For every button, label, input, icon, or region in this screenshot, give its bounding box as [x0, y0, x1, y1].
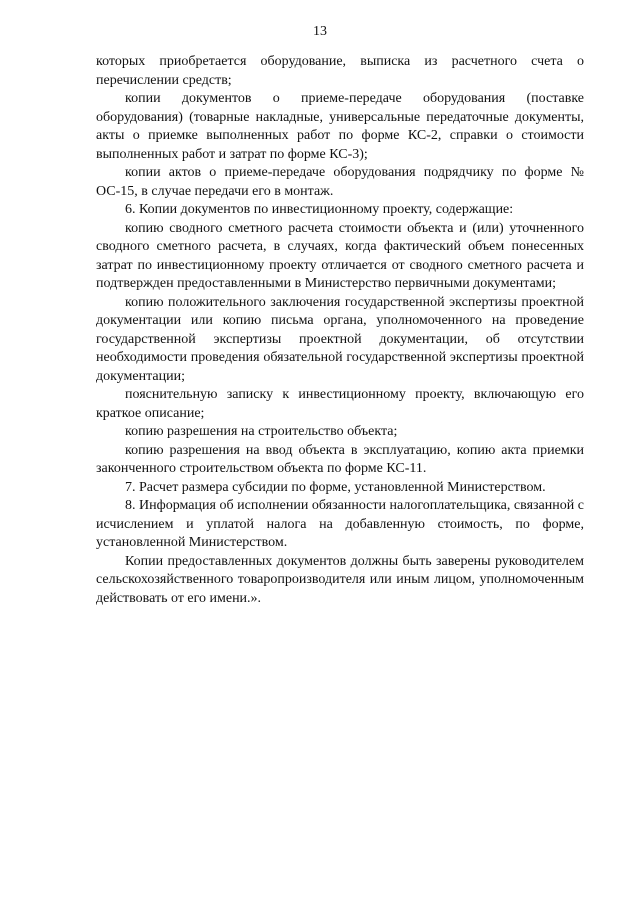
paragraph-bank-statement: которых приобретается оборудование, выписка из расчетного счета о перечислении средств;: [96, 54, 584, 88]
paragraph-commissioning-permit: копию разрешения на ввод объекта в эксплуатацию, копию акта приемки законченного строительством объекта по форме КС-11.: [96, 442, 584, 476]
paragraph-certification: Копии предоставленных документов должны быть заверены руководителем сельскохозяйственного товаропроизводителя или иным лицом, уполномоченным действовать от его имени.».: [96, 553, 584, 606]
paragraph-estimate-copy: копию сводного сметного расчета стоимости объекта и (или) уточненного сводного сметного расчета, в случаях, когда фактический объем понесенных затрат по инвестиционному проекту отличается от сводного сметного расчета и подтвержден предоставленными в Министерство первичными документами;: [96, 220, 584, 291]
document-body: [96, 53, 584, 608]
paragraph-item-8: 8. Информация об исполнении обязанности налогоплательщика, связанной с исчислением и уплатой налога на добавленную стоимость, по форме, установленной Министерством.: [96, 498, 584, 550]
paragraph-item-7: 7. Расчет размера субсидии по форме, установленной Министерством.: [125, 479, 546, 495]
page-number: 13: [313, 24, 327, 39]
paragraph-item-6: 6. Копии документов по инвестиционному проекту, содержащие:: [125, 202, 514, 217]
paragraph-explanatory-note: пояснительную записку к инвестиционному проекту, включающую его краткое описание;: [96, 387, 584, 421]
paragraph-expertise-conclusion: копию положительного заключения государственной экспертизы проектной документации или копию письма органа, уполномоченного на проведение государственной экспертизы проектной документации, об отсутствии необходимости проведения обязательной государственной экспертизы проектной документации;: [96, 294, 584, 384]
paragraph-equipment-transfer-docs: копии документов о приеме-передаче оборудования (поставке оборудования) (товарные накладные, универсальные передаточные документы, акты о приемке выполненных работ по форме КС-2, справки о стоимости выполненных работ и затрат по форме КС-3);: [96, 91, 584, 162]
paragraph-os15-acts: копии актов о приеме-передаче оборудования подрядчику по форме № ОС-15, в случае передачи его в монтаж.: [96, 165, 584, 199]
paragraph-construction-permit: копию разрешения на строительство объекта;: [125, 424, 398, 439]
